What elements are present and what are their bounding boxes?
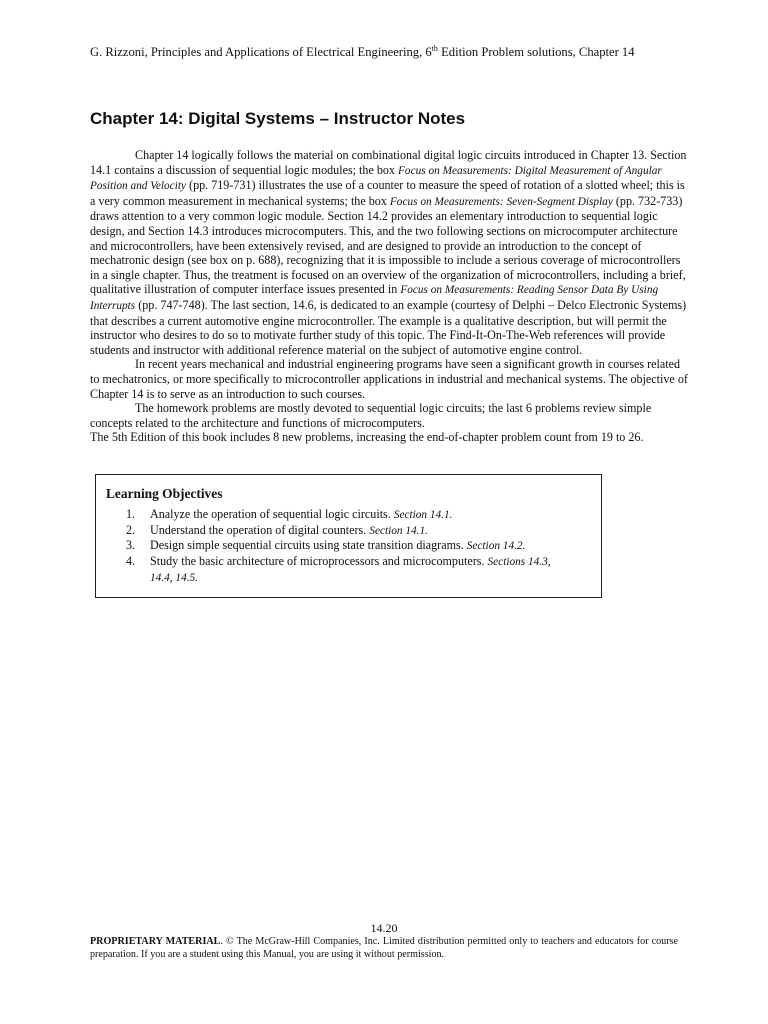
paragraph-edition: The 5th Edition of this book includes 8 new problems, increasing the end-of-chapter problem count from 19 to 26. (90, 430, 644, 445)
page-header (90, 44, 690, 60)
instructor-notes-body (90, 148, 690, 445)
paragraph-intro: Chapter 14 logically follows the material on combinational digital logic circuits introduced in Chapter 13. Section 14.1 contains a discussion of sequential logic modules; the box Focus on Measurements: Digital Measurement of Angular Position and Velocity (pp. 719-731) illustrates the use of a counter to measure the speed of rotation of a slotted wheel; this is a very common measurement in mechanical systems; the box Focus on Measurements: Seven-Segment Display (pp. 732-733) draws attention to a very common logic module. Section 14.2 provides an elementary introduction to sequential logic design, and Section 14.3 introduces microcomputers. This, and the two following sections on microcomputer architecture and microcontrollers, have been extensively revised, and are designed to provide an introduction to the concept of mechatronic design (see box on p. 688), recognizing that it is impossible to include a serious coverage of microcontrollers in a single chapter. Thus, the treatment is focused on an overview of the organization of microcontrollers, including a brief, qualitative illustration of computer interface issues presented in Focus on Measurements: Reading Sensor Data By Using Interrupts (pp. 747-748). The last section, 14.6, is dedicated to an example (courtesy of Delphi – Delco Electronic Systems) that describes a current automotive engine microcontroller. The example is a qualitative description, but will permit the instructor who desires to do so to motivate further study of this topic. The Find-It-On-The-Web references will provide students and instructor with additional reference material on the subject of automotive engine control. (90, 148, 687, 357)
header-text-end: Edition Problem solutions, Chapter 14 (437, 45, 635, 59)
list-item: 4. Study the basic architecture of microprocessors and microcomputers. Sections 14.3, 14.4, 14.5. (126, 554, 551, 584)
list-item: 3. Design simple sequential circuits using state transition diagrams. Section 14.2. (126, 538, 526, 553)
header-superscript: th (431, 43, 438, 53)
section-reference: Section 14.1. (369, 524, 428, 537)
footer-text: . © The McGraw-Hill Companies, Inc. Limited distribution permitted only to teachers and educators for course preparation. If you are a student using this Manual, you are using it without permission. (90, 936, 679, 961)
list-item: 1. Analyze the operation of sequential logic circuits. Section 14.1. (126, 507, 453, 521)
learning-objectives-box (95, 474, 602, 598)
paragraph-mechatronics: In recent years mechanical and industrial engineering programs have seen a significant growth in courses related to mechatronics, or more specifically to microcontroller applications in industrial and mechanical systems. The objective of Chapter 14 is to serve as an introduction to such courses. (90, 357, 688, 401)
section-reference: Sections 14.3, 14.4, 14.5. (150, 556, 551, 584)
box-reference: Focus on Measurements: Seven-Segment Display (389, 195, 613, 208)
section-reference: Section 14.2. (466, 540, 526, 553)
list-item: 2. Understand the operation of digital counters. Section 14.1. (126, 522, 428, 537)
chapter-title: Chapter 14: Digital Systems – Instructor Notes (90, 109, 466, 128)
copyright-footer (90, 935, 678, 961)
learning-objectives-list (104, 507, 574, 586)
header-text: G. Rizzoni, Principles and Applications of Electrical Engineering, 6 (90, 45, 432, 59)
page-number: 14.20 (370, 921, 398, 935)
paragraph-homework: The homework problems are mostly devoted to sequential logic circuits; the last 6 problems review simple concepts related to the architecture and functions of microcomputers. (90, 401, 652, 430)
box-reference: Focus on Measurements: Reading Sensor Data By Using Interrupts (90, 284, 659, 312)
footer-bold-label: PROPRIETARY MATERIAL (90, 936, 221, 947)
learning-objectives-title: Learning Objectives (106, 486, 223, 501)
section-reference: Section 14.1. (393, 509, 453, 521)
box-reference: Focus on Measurements: Digital Measurement of Angular Position and Velocity (90, 164, 662, 193)
